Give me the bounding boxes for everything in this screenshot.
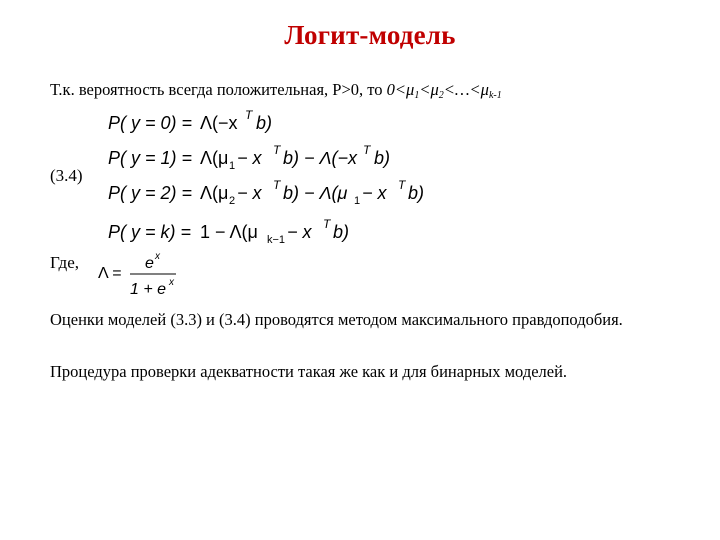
svg-text:− x: − x xyxy=(287,222,312,242)
intro-text: Т.к. вероятность всегда положительная, P>0, то xyxy=(50,80,387,99)
equation-y1 xyxy=(108,143,390,172)
svg-text:b) − Λ(−x: b) − Λ(−x xyxy=(283,148,358,168)
equation-yk xyxy=(108,217,349,246)
svg-text:T: T xyxy=(363,143,371,157)
paragraph-estimation: Оценки моделей (3.3) и (3.4) проводятся методом максимального правдоподобия. xyxy=(50,310,623,329)
svg-text:b): b) xyxy=(408,183,425,203)
svg-text:x: x xyxy=(155,251,160,262)
svg-text:T: T xyxy=(245,108,253,122)
svg-text:− x: − x xyxy=(237,148,262,168)
svg-text:P( y = 2) =: P( y = 2) = xyxy=(108,183,193,203)
svg-text:T: T xyxy=(323,217,331,231)
intro-line xyxy=(50,80,502,101)
svg-text:2: 2 xyxy=(229,195,236,207)
svg-text:T: T xyxy=(273,178,281,192)
svg-text:b): b) xyxy=(374,148,391,168)
equation-y2 xyxy=(108,178,424,207)
lambda-definition xyxy=(90,250,210,305)
svg-text:k−1: k−1 xyxy=(267,234,286,246)
svg-text:Λ(−x: Λ(−x xyxy=(200,113,238,133)
svg-text:1 − Λ(μ: 1 − Λ(μ xyxy=(200,222,258,242)
svg-text:Λ =: Λ = xyxy=(98,265,122,282)
svg-text:P( y = 1) =: P( y = 1) = xyxy=(108,148,193,168)
paragraph-adequacy: Процедура проверки адекватности такая же как и для бинарных моделей. xyxy=(50,362,568,381)
svg-text:e: e xyxy=(145,255,154,272)
svg-text:1: 1 xyxy=(354,195,361,207)
svg-text:Λ(μ: Λ(μ xyxy=(200,148,229,168)
equation-y0 xyxy=(108,108,272,133)
svg-text:1 + e: 1 + e xyxy=(130,281,167,298)
svg-text:b): b) xyxy=(256,113,273,133)
svg-text:T: T xyxy=(273,143,281,157)
svg-text:− x: − x xyxy=(237,183,262,203)
svg-text:x: x xyxy=(169,277,174,288)
svg-text:b): b) xyxy=(333,222,350,242)
slide-title: Логит-модель xyxy=(284,20,456,50)
svg-text:b) − Λ(μ: b) − Λ(μ xyxy=(283,183,348,203)
equation-number: (3.4) xyxy=(50,166,83,185)
svg-text:T: T xyxy=(398,178,406,192)
svg-text:P( y = k) =: P( y = k) = xyxy=(108,222,192,242)
svg-text:Λ(μ: Λ(μ xyxy=(200,183,229,203)
svg-text:1: 1 xyxy=(229,160,236,172)
mu-inequality: $0<\mu_1<\mu_2<\dots<\mu_{k-1}$ xyxy=(386,80,502,101)
ordered-logit-formulas xyxy=(0,100,720,250)
where-label: Где, xyxy=(50,253,79,272)
svg-text:P( y = 0) =: P( y = 0) = xyxy=(108,113,193,133)
svg-text:− x: − x xyxy=(362,183,387,203)
